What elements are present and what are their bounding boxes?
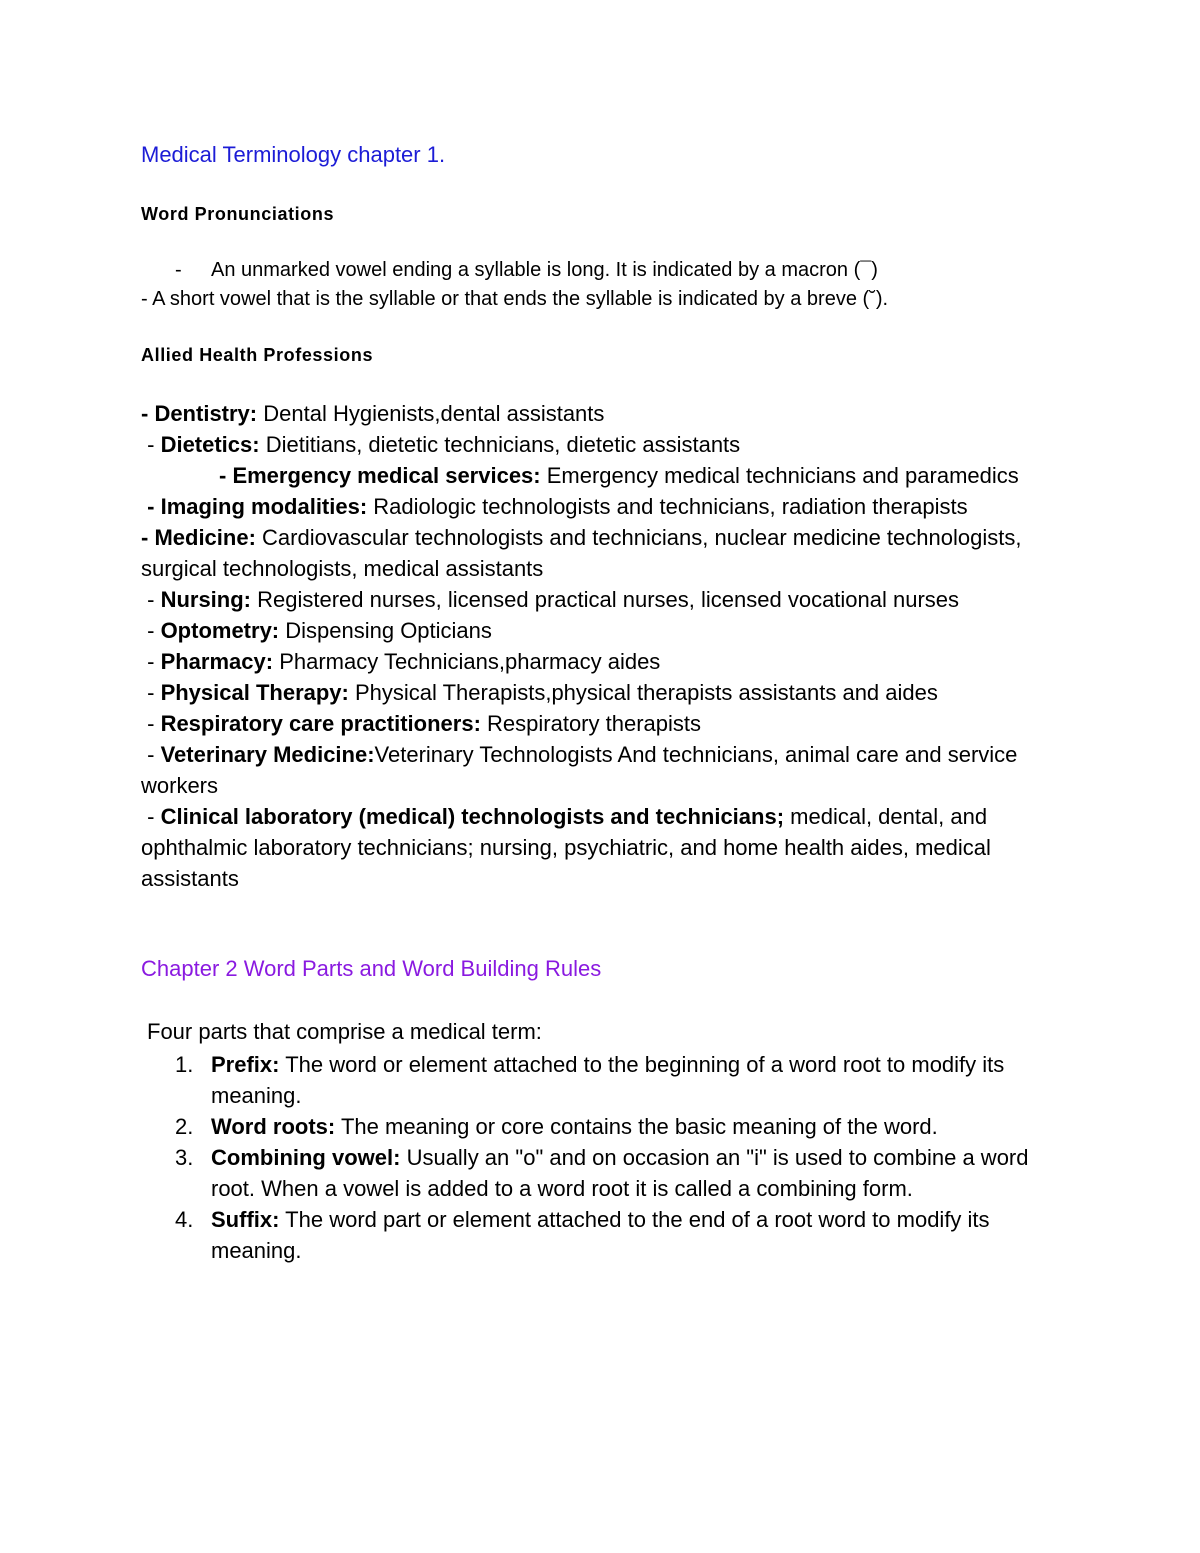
pronunciation-line-long-vowel: An unmarked vowel ending a syllable is long. It is indicated by a macron (¯) <box>211 259 878 281</box>
profession-desc: Registered nurses, licensed practical nurses, licensed vocational nurses <box>251 587 960 612</box>
profession-desc: Dental Hygienists,dental assistants <box>257 401 605 426</box>
profession-term: - <box>147 494 161 519</box>
word-part-desc: The word part or element attached to the end of a root word to modify its meaning. <box>211 1207 990 1263</box>
word-part-term: Prefix: <box>211 1052 280 1077</box>
word-part-item <box>175 1111 1055 1142</box>
word-parts-list <box>175 1049 1055 1266</box>
word-part-item <box>175 1204 1055 1266</box>
profession-term: - Medicine: <box>141 525 256 550</box>
profession-desc: Radiologic technologists and technicians, radiation therapists <box>367 494 968 519</box>
profession-desc: Respiratory therapists <box>480 711 701 736</box>
word-part-term: Word roots: <box>211 1114 336 1139</box>
profession-item: - Dietetics: Dietitians, dietetic technicians, dietetic assistants <box>141 432 741 457</box>
profession-term: Nursing: <box>160 587 252 612</box>
profession-item: - Pharmacy: Pharmacy Technicians,pharmacy aides <box>141 649 661 674</box>
profession-item <box>141 398 1061 429</box>
profession-item <box>141 522 1061 584</box>
pronunciation-line-short-vowel: - A short vowel that is the syllable or that ends the syllable is indicated by a breve (˘). <box>141 288 889 310</box>
profession-term: Dietetics: <box>160 432 260 457</box>
profession-item <box>141 491 1061 522</box>
pronunciations-heading: Word Pronunciations <box>141 204 335 224</box>
profession-term: Physical Therapy: <box>160 680 349 705</box>
profession-item: - Veterinary Medicine:Veterinary Technologists And technicians, animal care and service workers <box>141 742 1018 798</box>
profession-item: - Respiratory care practitioners: Respiratory therapists <box>141 711 701 736</box>
profession-item: - Physical Therapy: Physical Therapists,physical therapists assistants and aides <box>141 680 938 705</box>
profession-desc: Veterinary Technologists And technicians, animal care and service workers <box>141 742 1018 798</box>
profession-desc: Dispensing Opticians <box>279 618 492 643</box>
word-part-term: Combining vowel: <box>211 1145 401 1170</box>
profession-term: - Dentistry: <box>141 401 258 426</box>
allied-professions-list <box>141 398 1061 894</box>
chapter2-title: Chapter 2 Word Parts and Word Building Rules <box>141 956 602 981</box>
profession-item: - Optometry: Dispensing Opticians <box>141 618 492 643</box>
profession-term: Respiratory care practitioners: <box>160 711 481 736</box>
word-part-item <box>175 1049 1055 1111</box>
profession-item: - Nursing: Registered nurses, licensed practical nurses, licensed vocational nurses <box>141 587 960 612</box>
profession-desc: Dietitians, dietetic technicians, dietetic assistants <box>259 432 741 457</box>
pronunciation-bullet: - <box>175 259 182 281</box>
profession-term: Pharmacy: <box>160 649 274 674</box>
profession-item <box>141 460 1061 491</box>
list-number: 4. <box>175 1207 194 1232</box>
profession-term: Optometry: <box>160 618 280 643</box>
profession-desc: medical, dental, and ophthalmic laboratory technicians; nursing, psychiatric, and home health aides, medical assistants <box>141 804 991 891</box>
word-part-desc: The meaning or core contains the basic meaning of the word. <box>335 1114 938 1139</box>
word-part-desc: The word or element attached to the beginning of a word root to modify its meaning. <box>211 1052 1005 1108</box>
word-part-term: Suffix: <box>211 1207 280 1232</box>
word-part-item <box>175 1142 1055 1204</box>
profession-term: Imaging modalities: <box>160 494 368 519</box>
profession-desc: Emergency medical technicians and paramedics <box>540 463 1019 488</box>
list-number: 3. <box>175 1145 194 1170</box>
parts-intro: Four parts that comprise a medical term: <box>147 1019 542 1044</box>
profession-item: - Clinical laboratory (medical) technologists and technicians; medical, dental, and ophthalmic laboratory technicians; nursing, psychiatric, and home health aides, medical assistants <box>141 804 991 891</box>
word-part-desc: Usually an "o" and on occasion an "i" is used to combine a word root. When a vowel is added to a word root it is called a combining form. <box>211 1145 1029 1201</box>
profession-term: Clinical laboratory (medical) technologists and technicians; <box>160 804 785 829</box>
profession-desc: Physical Therapists,physical therapists assistants and aides <box>348 680 938 705</box>
profession-term: - Emergency medical services: <box>219 463 541 488</box>
allied-heading: Allied Health Professions <box>141 345 374 365</box>
profession-term: Veterinary Medicine: <box>160 742 375 767</box>
profession-desc: Cardiovascular technologists and technicians, nuclear medicine technologists, surgical technologists, medical assistants <box>141 525 1022 581</box>
list-number: 1. <box>175 1052 194 1077</box>
document-title: Medical Terminology chapter 1. <box>141 142 446 167</box>
list-number: 2. <box>175 1114 194 1139</box>
profession-desc: Pharmacy Technicians,pharmacy aides <box>273 649 661 674</box>
